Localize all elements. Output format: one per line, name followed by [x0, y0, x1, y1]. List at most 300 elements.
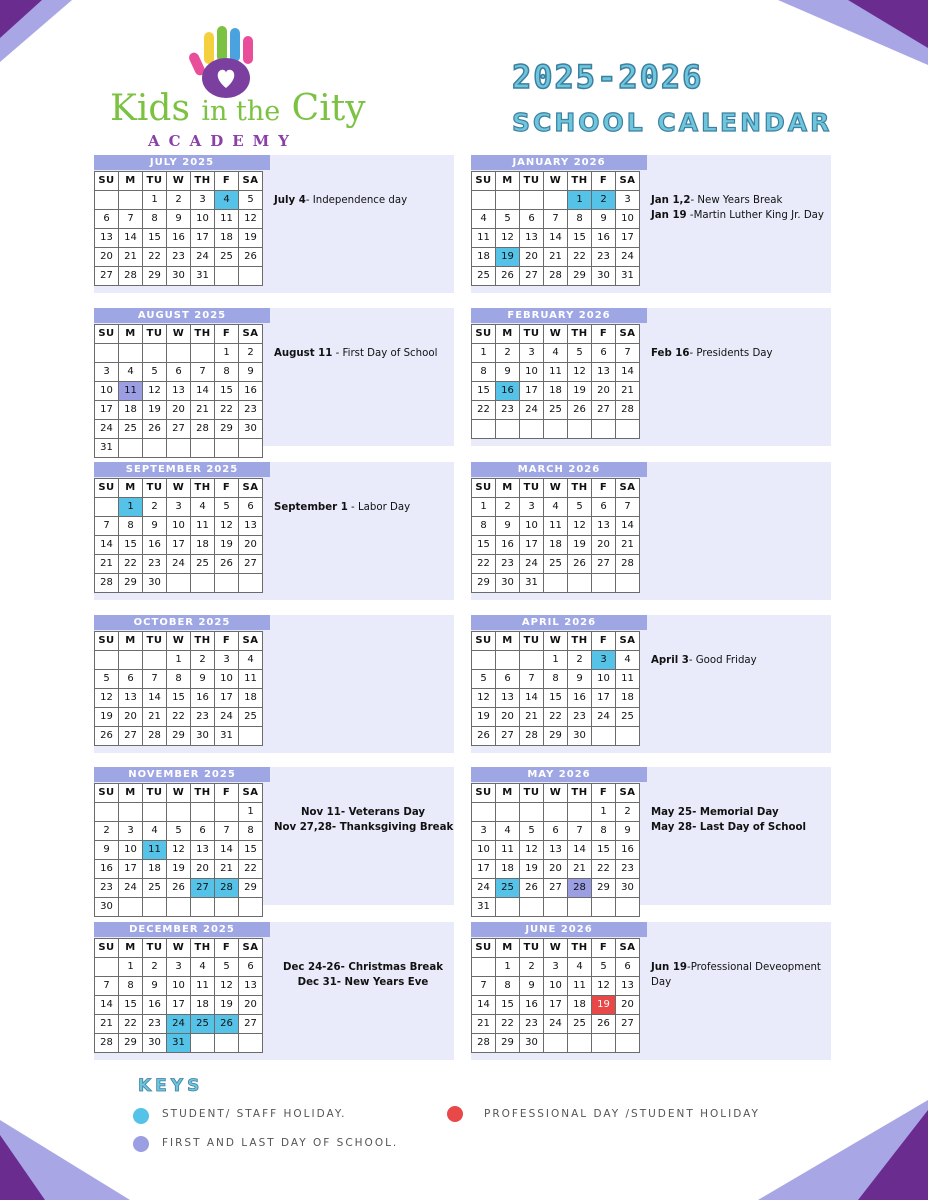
day-cell: 20 — [592, 536, 616, 555]
day-cell: 10 — [191, 210, 215, 229]
day-cell: 15 — [119, 536, 143, 555]
event-date: May 25- Memorial Day — [651, 807, 779, 818]
day-cell: 4 — [472, 210, 496, 229]
day-cell: 5 — [239, 191, 263, 210]
day-cell: 7 — [472, 977, 496, 996]
weekday-header: M — [496, 325, 520, 344]
day-cell — [520, 191, 544, 210]
day-cell: 13 — [191, 841, 215, 860]
month-panel — [94, 922, 454, 1060]
event-date: August 11 — [274, 348, 333, 359]
day-cell: 7 — [616, 498, 640, 517]
month-events — [651, 193, 829, 223]
day-cell: 4 — [544, 498, 568, 517]
day-cell: 29 — [119, 574, 143, 593]
day-cell: 16 — [95, 860, 119, 879]
day-cell: 13 — [119, 689, 143, 708]
weekday-header: F — [215, 632, 239, 651]
day-cell: 27 — [239, 555, 263, 574]
day-cell: 24 — [167, 1015, 191, 1034]
weekday-header: SA — [239, 939, 263, 958]
day-cell: 11 — [215, 210, 239, 229]
event-note — [274, 346, 452, 361]
day-cell: 21 — [616, 382, 640, 401]
day-cell: 2 — [239, 344, 263, 363]
weekday-header: W — [167, 325, 191, 344]
day-cell — [95, 498, 119, 517]
day-cell: 7 — [95, 517, 119, 536]
weekday-header: TH — [568, 939, 592, 958]
day-cell: 17 — [191, 229, 215, 248]
day-cell: 9 — [496, 517, 520, 536]
day-cell: 12 — [143, 382, 167, 401]
day-cell: 8 — [592, 822, 616, 841]
day-cell: 17 — [616, 229, 640, 248]
event-note — [651, 346, 829, 361]
day-cell: 11 — [544, 517, 568, 536]
month-calendar-table — [471, 171, 640, 286]
day-cell: 6 — [496, 670, 520, 689]
day-cell: 17 — [167, 536, 191, 555]
day-cell — [472, 420, 496, 439]
day-cell: 11 — [616, 670, 640, 689]
day-cell: 11 — [143, 841, 167, 860]
day-cell — [191, 344, 215, 363]
weekday-header: M — [496, 784, 520, 803]
day-cell: 21 — [191, 401, 215, 420]
day-cell: 19 — [167, 860, 191, 879]
month-panel — [471, 922, 831, 1060]
key-dot-professional-day — [447, 1106, 463, 1122]
day-cell: 6 — [239, 958, 263, 977]
day-cell: 20 — [592, 382, 616, 401]
day-cell: 3 — [95, 363, 119, 382]
day-cell — [520, 420, 544, 439]
day-cell: 18 — [544, 382, 568, 401]
day-cell: 1 — [544, 651, 568, 670]
day-cell — [472, 191, 496, 210]
day-cell: 27 — [616, 1015, 640, 1034]
event-text: -Professional Deveopment — [687, 962, 821, 973]
month-calendar-table — [94, 783, 263, 917]
month-panel — [94, 155, 454, 293]
day-cell: 21 — [472, 1015, 496, 1034]
day-cell: 13 — [239, 977, 263, 996]
weekday-header: SA — [239, 172, 263, 191]
day-cell: 15 — [544, 689, 568, 708]
day-cell: 2 — [167, 191, 191, 210]
day-cell: 19 — [568, 382, 592, 401]
day-cell: 3 — [191, 191, 215, 210]
day-cell: 15 — [592, 841, 616, 860]
event-note — [651, 975, 829, 990]
day-cell: 13 — [167, 382, 191, 401]
day-cell: 30 — [568, 727, 592, 746]
day-cell: 3 — [544, 958, 568, 977]
month-title: JUNE 2026 — [471, 922, 647, 937]
day-cell — [239, 574, 263, 593]
event-note — [651, 208, 829, 223]
day-cell: 9 — [496, 363, 520, 382]
day-cell: 28 — [191, 420, 215, 439]
day-cell — [616, 420, 640, 439]
day-cell: 14 — [95, 536, 119, 555]
day-cell: 20 — [119, 708, 143, 727]
weekday-header: F — [215, 325, 239, 344]
day-cell — [568, 420, 592, 439]
day-cell — [544, 803, 568, 822]
day-cell: 8 — [496, 977, 520, 996]
day-cell: 11 — [472, 229, 496, 248]
day-cell: 11 — [544, 363, 568, 382]
day-cell: 31 — [167, 1034, 191, 1053]
day-cell: 23 — [520, 1015, 544, 1034]
day-cell: 4 — [191, 958, 215, 977]
day-cell: 28 — [544, 267, 568, 286]
day-cell — [239, 1034, 263, 1053]
day-cell: 1 — [119, 498, 143, 517]
day-cell: 8 — [119, 517, 143, 536]
day-cell: 2 — [496, 344, 520, 363]
day-cell: 22 — [496, 1015, 520, 1034]
day-cell: 5 — [472, 670, 496, 689]
day-cell: 17 — [167, 996, 191, 1015]
day-cell: 25 — [568, 1015, 592, 1034]
day-cell: 1 — [592, 803, 616, 822]
key-label-professional-day: PROFESSIONAL DAY /STUDENT HOLIDAY — [484, 1108, 760, 1120]
day-cell — [215, 1034, 239, 1053]
day-cell: 6 — [520, 210, 544, 229]
event-note — [651, 960, 829, 975]
page-title: SCHOOL CALENDAR — [512, 108, 833, 137]
day-cell — [143, 651, 167, 670]
day-cell: 3 — [119, 822, 143, 841]
day-cell — [520, 651, 544, 670]
month-calendar-table — [94, 171, 263, 286]
weekday-header: W — [544, 325, 568, 344]
day-cell: 7 — [119, 210, 143, 229]
day-cell: 1 — [496, 958, 520, 977]
day-cell: 10 — [215, 670, 239, 689]
day-cell: 14 — [119, 229, 143, 248]
day-cell: 9 — [167, 210, 191, 229]
day-cell: 19 — [95, 708, 119, 727]
day-cell: 10 — [616, 210, 640, 229]
day-cell: 16 — [496, 536, 520, 555]
event-note — [651, 193, 829, 208]
day-cell — [568, 1034, 592, 1053]
day-cell: 26 — [496, 267, 520, 286]
day-cell: 19 — [239, 229, 263, 248]
day-cell: 8 — [568, 210, 592, 229]
day-cell: 27 — [119, 727, 143, 746]
day-cell — [119, 651, 143, 670]
day-cell: 3 — [167, 958, 191, 977]
page-title-year: 2025-2026 — [512, 58, 704, 96]
day-cell: 24 — [544, 1015, 568, 1034]
day-cell — [167, 574, 191, 593]
day-cell — [191, 1034, 215, 1053]
day-cell: 24 — [616, 248, 640, 267]
day-cell: 10 — [592, 670, 616, 689]
day-cell — [544, 898, 568, 917]
day-cell: 9 — [191, 670, 215, 689]
day-cell: 8 — [119, 977, 143, 996]
weekday-header: TH — [191, 784, 215, 803]
day-cell: 31 — [215, 727, 239, 746]
weekday-header: TH — [191, 325, 215, 344]
weekday-header: SU — [472, 632, 496, 651]
weekday-header: W — [167, 632, 191, 651]
day-cell: 30 — [191, 727, 215, 746]
month-title: SEPTEMBER 2025 — [94, 462, 270, 477]
day-cell: 16 — [191, 689, 215, 708]
day-cell: 21 — [544, 248, 568, 267]
day-cell: 26 — [143, 420, 167, 439]
event-text: - First Day of School — [332, 348, 438, 359]
day-cell: 18 — [191, 996, 215, 1015]
day-cell: 13 — [496, 689, 520, 708]
day-cell: 22 — [143, 248, 167, 267]
day-cell: 5 — [592, 958, 616, 977]
day-cell: 29 — [143, 267, 167, 286]
day-cell: 7 — [544, 210, 568, 229]
day-cell: 3 — [167, 498, 191, 517]
day-cell: 25 — [239, 708, 263, 727]
month-title: APRIL 2026 — [471, 615, 647, 630]
day-cell: 20 — [239, 536, 263, 555]
event-date: Dec 24-26- Christmas Break — [283, 962, 443, 973]
day-cell: 20 — [520, 248, 544, 267]
weekday-header: TU — [520, 172, 544, 191]
day-cell: 10 — [472, 841, 496, 860]
day-cell — [544, 191, 568, 210]
day-cell — [119, 344, 143, 363]
weekday-header: F — [592, 325, 616, 344]
day-cell — [592, 420, 616, 439]
day-cell: 28 — [616, 401, 640, 420]
day-cell: 26 — [592, 1015, 616, 1034]
key-dot-first-last-day — [133, 1136, 149, 1152]
day-cell — [167, 803, 191, 822]
day-cell: 26 — [472, 727, 496, 746]
day-cell: 14 — [215, 841, 239, 860]
day-cell — [119, 439, 143, 458]
key-label-first-last-day: FIRST AND LAST DAY OF SCHOOL. — [162, 1137, 399, 1149]
weekday-header: SA — [616, 939, 640, 958]
month-title: FEBRUARY 2026 — [471, 308, 647, 323]
month-calendar-table — [471, 938, 640, 1053]
day-cell: 2 — [520, 958, 544, 977]
day-cell: 4 — [239, 651, 263, 670]
logo-text: Kids in the City — [110, 88, 366, 129]
day-cell — [616, 1034, 640, 1053]
weekday-header: SA — [616, 784, 640, 803]
day-cell — [544, 574, 568, 593]
day-cell: 15 — [119, 996, 143, 1015]
day-cell: 5 — [95, 670, 119, 689]
day-cell: 6 — [616, 958, 640, 977]
day-cell: 14 — [544, 229, 568, 248]
weekday-header: W — [544, 479, 568, 498]
day-cell: 19 — [520, 860, 544, 879]
month-title: AUGUST 2025 — [94, 308, 270, 323]
day-cell — [95, 958, 119, 977]
day-cell: 13 — [95, 229, 119, 248]
day-cell: 14 — [95, 996, 119, 1015]
day-cell: 16 — [496, 382, 520, 401]
weekday-header: TU — [143, 172, 167, 191]
day-cell: 21 — [119, 248, 143, 267]
weekday-header: TH — [568, 325, 592, 344]
day-cell: 16 — [592, 229, 616, 248]
corner-decoration-top-left — [0, 0, 80, 70]
month-calendar-table — [94, 478, 263, 593]
day-cell: 20 — [167, 401, 191, 420]
day-cell: 2 — [616, 803, 640, 822]
weekday-header: F — [592, 784, 616, 803]
day-cell: 28 — [616, 555, 640, 574]
day-cell: 4 — [616, 651, 640, 670]
event-note — [274, 805, 452, 820]
month-calendar-table — [471, 631, 640, 746]
event-note — [651, 805, 829, 820]
month-events — [274, 805, 452, 835]
weekday-header: M — [119, 939, 143, 958]
day-cell: 27 — [496, 727, 520, 746]
weekday-header: W — [167, 172, 191, 191]
event-date: Dec 31- New Years Eve — [297, 977, 429, 988]
day-cell: 13 — [592, 363, 616, 382]
day-cell — [215, 267, 239, 286]
weekday-header: TU — [520, 939, 544, 958]
day-cell: 4 — [568, 958, 592, 977]
day-cell: 4 — [191, 498, 215, 517]
weekday-header: F — [215, 784, 239, 803]
day-cell — [568, 898, 592, 917]
day-cell: 25 — [544, 555, 568, 574]
day-cell — [544, 420, 568, 439]
day-cell: 6 — [191, 822, 215, 841]
day-cell — [496, 651, 520, 670]
day-cell: 27 — [520, 267, 544, 286]
day-cell: 22 — [119, 555, 143, 574]
day-cell — [472, 651, 496, 670]
day-cell: 14 — [568, 841, 592, 860]
event-note — [274, 193, 452, 208]
day-cell: 30 — [143, 1034, 167, 1053]
month-title: NOVEMBER 2025 — [94, 767, 270, 782]
day-cell: 15 — [239, 841, 263, 860]
day-cell: 12 — [568, 517, 592, 536]
day-cell: 25 — [496, 879, 520, 898]
weekday-header: SU — [472, 479, 496, 498]
day-cell — [119, 898, 143, 917]
day-cell — [215, 898, 239, 917]
day-cell: 4 — [119, 363, 143, 382]
weekday-header: SU — [472, 939, 496, 958]
day-cell: 7 — [616, 344, 640, 363]
day-cell: 25 — [215, 248, 239, 267]
day-cell: 19 — [592, 996, 616, 1015]
month-events — [651, 805, 829, 835]
day-cell: 29 — [496, 1034, 520, 1053]
month-calendar-table — [471, 478, 640, 593]
weekday-header: TU — [520, 479, 544, 498]
month-title: MAY 2026 — [471, 767, 647, 782]
day-cell: 15 — [472, 536, 496, 555]
event-text: - Labor Day — [347, 502, 411, 513]
day-cell: 20 — [616, 996, 640, 1015]
day-cell — [568, 574, 592, 593]
day-cell: 30 — [520, 1034, 544, 1053]
day-cell: 1 — [167, 651, 191, 670]
day-cell: 29 — [167, 727, 191, 746]
weekday-header: W — [167, 479, 191, 498]
weekday-header: F — [215, 172, 239, 191]
event-note — [651, 820, 829, 835]
day-cell: 12 — [592, 977, 616, 996]
day-cell: 6 — [239, 498, 263, 517]
day-cell: 23 — [616, 860, 640, 879]
weekday-header: SU — [95, 325, 119, 344]
weekday-header: TH — [191, 479, 215, 498]
weekday-header: F — [592, 632, 616, 651]
weekday-header: M — [496, 632, 520, 651]
day-cell: 20 — [191, 860, 215, 879]
day-cell — [472, 958, 496, 977]
day-cell: 24 — [95, 420, 119, 439]
day-cell: 18 — [616, 689, 640, 708]
day-cell: 12 — [215, 517, 239, 536]
day-cell: 15 — [167, 689, 191, 708]
day-cell — [616, 574, 640, 593]
weekday-header: TU — [520, 325, 544, 344]
weekday-header: TH — [191, 172, 215, 191]
day-cell — [119, 191, 143, 210]
month-events — [651, 653, 829, 668]
month-title: JULY 2025 — [94, 155, 270, 170]
day-cell — [191, 439, 215, 458]
day-cell: 8 — [472, 517, 496, 536]
day-cell: 26 — [520, 879, 544, 898]
day-cell: 29 — [119, 1034, 143, 1053]
event-date: September 1 — [274, 502, 348, 513]
day-cell: 12 — [215, 977, 239, 996]
day-cell: 6 — [592, 498, 616, 517]
month-events — [274, 193, 452, 208]
day-cell: 21 — [568, 860, 592, 879]
day-cell: 15 — [568, 229, 592, 248]
event-date: May 28- Last Day of School — [651, 822, 806, 833]
day-cell: 3 — [520, 344, 544, 363]
key-dot-student-staff-holiday — [133, 1108, 149, 1124]
day-cell: 16 — [520, 996, 544, 1015]
weekday-header: TU — [520, 784, 544, 803]
day-cell: 7 — [568, 822, 592, 841]
day-cell — [496, 803, 520, 822]
weekday-header: SU — [95, 172, 119, 191]
weekday-header: M — [119, 784, 143, 803]
day-cell — [191, 574, 215, 593]
day-cell — [592, 574, 616, 593]
day-cell: 28 — [215, 879, 239, 898]
weekday-header: W — [544, 784, 568, 803]
month-panel — [94, 615, 454, 753]
day-cell: 23 — [95, 879, 119, 898]
day-cell — [472, 803, 496, 822]
key-label-student-staff-holiday: STUDENT/ STAFF HOLIDAY. — [162, 1108, 347, 1120]
